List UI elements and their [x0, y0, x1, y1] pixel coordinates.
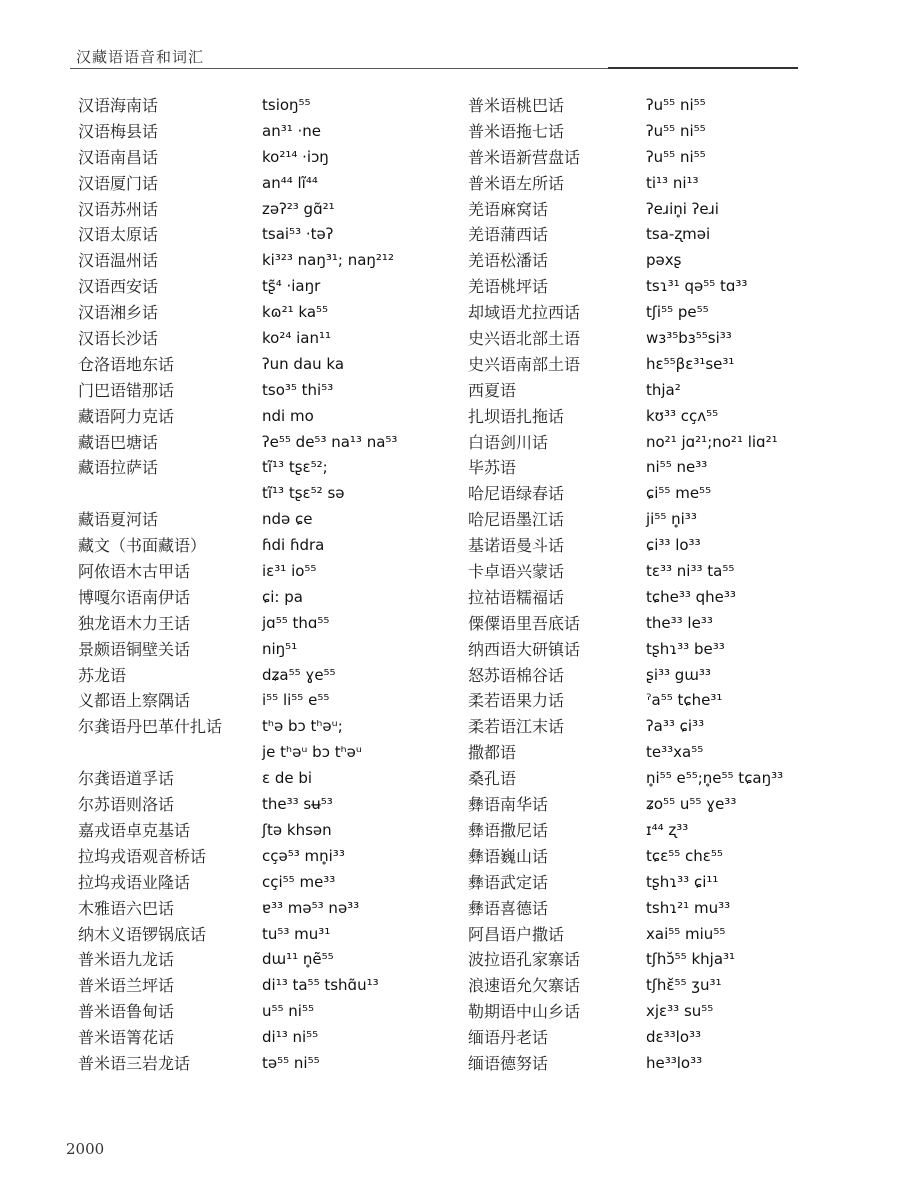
- entry-row: [78, 1025, 478, 1051]
- entry-row: [78, 507, 478, 533]
- language-name: 羌语桃坪话: [468, 277, 549, 297]
- phonetic-form: zəʔ²³ gɑ̃²¹: [262, 199, 335, 218]
- language-name: 阿昌语户撒话: [468, 924, 565, 944]
- language-name: 勒期语中山乡话: [468, 1002, 581, 1022]
- language-name: 柔若语果力话: [468, 691, 565, 711]
- phonetic-form: niŋ⁵¹: [262, 639, 298, 658]
- phonetic-form: tə⁵⁵ ni⁵⁵: [262, 1053, 320, 1072]
- phonetic-form: ʑo⁵⁵ u⁵⁵ ɣe³³: [646, 795, 737, 814]
- language-name: 柔若语江末话: [468, 717, 565, 737]
- phonetic-form: tsioŋ⁵⁵: [262, 96, 311, 114]
- entry-row: [468, 507, 868, 533]
- entry-row: [78, 922, 478, 948]
- phonetic-form: tɕhe³³ qhe³³: [646, 587, 736, 606]
- phonetic-form: ɕi⁵⁵ me⁵⁵: [646, 484, 712, 503]
- language-name: 景颇语铜壁关话: [78, 639, 191, 659]
- language-name: 毕苏语: [468, 458, 517, 478]
- language-name: 浪速语允欠寨话: [468, 976, 581, 996]
- language-name: 独龙语木力王话: [78, 613, 191, 633]
- phonetic-form: ɪ⁴⁴ ʐ³³: [646, 820, 689, 839]
- phonetic-form: ɐ³³ mə⁵³ nə³³: [262, 898, 360, 917]
- language-name: 彝语喜德话: [468, 898, 549, 918]
- entry-row: [468, 197, 868, 223]
- phonetic-form: tʂhɿ³³ be³³: [646, 639, 725, 658]
- language-name: 哈尼语墨江话: [468, 510, 565, 530]
- language-name: 藏文（书面藏语）: [78, 536, 207, 556]
- entry-row: [78, 973, 478, 999]
- page-number: 2000: [66, 1140, 105, 1158]
- phonetic-form: ni⁵⁵ ne³³: [646, 458, 708, 477]
- language-name: 汉语湘乡话: [78, 303, 159, 323]
- entry-row: [78, 481, 478, 507]
- phonetic-form: ko²⁴ ian¹¹: [262, 329, 332, 348]
- entry-row: [468, 430, 868, 456]
- entry-row: [78, 844, 478, 870]
- phonetic-form: kʊ³³ cçʌ⁵⁵: [646, 406, 719, 425]
- entry-row: [468, 740, 868, 766]
- phonetic-form: ˀa⁵⁵ tɕhe³¹: [646, 691, 723, 710]
- phonetic-form: tʃhɛ̆⁵⁵ ʒu³¹: [646, 976, 722, 995]
- language-name: 哈尼语绿春话: [468, 484, 565, 504]
- language-name: 藏语阿力克话: [78, 406, 175, 426]
- language-name: 却域语尤拉西话: [468, 303, 581, 323]
- entry-row: [468, 611, 868, 637]
- phonetic-form: the³³ le³³: [646, 613, 713, 632]
- language-name: 汉语长沙话: [78, 329, 159, 349]
- phonetic-form: no²¹ jɑ²¹;no²¹ liɑ²¹: [646, 432, 778, 451]
- language-name: 纳西语大研镇话: [468, 639, 581, 659]
- language-name: 彝语巍山话: [468, 846, 549, 866]
- entry-row: [468, 145, 868, 171]
- entry-row: [468, 766, 868, 792]
- phonetic-form: tɕɛ⁵⁵ chɛ⁵⁵: [646, 846, 723, 865]
- language-name: 桑孔语: [468, 769, 517, 789]
- entry-row: [468, 119, 868, 145]
- language-name: 波拉语孔家寨话: [468, 950, 581, 970]
- language-name: 汉语厦门话: [78, 173, 159, 193]
- phonetic-form: tsɿ³¹ qə⁵⁵ tɑ³³: [646, 277, 748, 296]
- phonetic-form: dɯ¹¹ n̥ẽ⁵⁵: [262, 950, 334, 969]
- phonetic-form: cçi⁵⁵ me³³: [262, 872, 336, 891]
- entry-row: [78, 119, 478, 145]
- phonetic-form: i⁵⁵ li⁵⁵ e⁵⁵: [262, 691, 330, 710]
- entry-row: [468, 404, 868, 430]
- entry-row: [468, 171, 868, 197]
- entry-row: [78, 455, 478, 481]
- language-name: 普米语兰坪话: [78, 976, 175, 996]
- language-name: 怒苏语棉谷话: [468, 665, 565, 685]
- entry-row: [468, 844, 868, 870]
- entry-row: [468, 300, 868, 326]
- language-name: 汉语南昌话: [78, 147, 159, 167]
- entry-row: [468, 870, 868, 896]
- language-name: 普米语拖七话: [468, 121, 565, 141]
- entry-row: [468, 274, 868, 300]
- entry-row: [78, 714, 478, 740]
- entry-row: [468, 248, 868, 274]
- phonetic-form: ʔu⁵⁵ ni⁵⁵: [646, 147, 706, 166]
- entry-row: [78, 248, 478, 274]
- entry-row: [468, 93, 868, 119]
- entry-row: [78, 1051, 478, 1077]
- entry-row: [78, 378, 478, 404]
- entry-row: [468, 792, 868, 818]
- entry-row: [468, 896, 868, 922]
- phonetic-form: ʃtə khsən: [262, 820, 332, 839]
- entry-row: [78, 326, 478, 352]
- phonetic-form: ko²¹⁴ ·iɔŋ: [262, 147, 329, 166]
- phonetic-form: ʔu⁵⁵ ni⁵⁵: [646, 121, 706, 140]
- phonetic-form: ɦdi ɦdra: [262, 536, 325, 555]
- phonetic-form: tso³⁵ thi⁵³: [262, 380, 334, 399]
- phonetic-form: he³³lo³³: [646, 1053, 703, 1072]
- entry-row: [468, 533, 868, 559]
- entry-row: [78, 533, 478, 559]
- language-name: 博嘎尔语南伊话: [78, 587, 191, 607]
- language-name: 扎坝语扎拖话: [468, 406, 565, 426]
- language-name: 史兴语南部土语: [468, 354, 581, 374]
- entry-row: [78, 688, 478, 714]
- running-header: 汉藏语语音和词汇: [76, 48, 205, 66]
- phonetic-form: tʂhɿ³³ ɕi¹¹: [646, 872, 719, 891]
- language-name: 缅语德努话: [468, 1053, 549, 1073]
- phonetic-form: tsa-ʐməi: [646, 225, 711, 244]
- phonetic-form: ʔe⁵⁵ de⁵³ na¹³ na⁵³: [262, 432, 398, 451]
- language-name: 尔龚语丹巴革什扎话: [78, 717, 223, 737]
- phonetic-form: dʑa⁵⁵ ɣe⁵⁵: [262, 665, 336, 684]
- phonetic-form: tĩ¹³ tʂɛ⁵² sə: [262, 484, 345, 503]
- entry-row: [78, 947, 478, 973]
- entry-row: [78, 740, 478, 766]
- phonetic-form: u⁵⁵ ni⁵⁵: [262, 1002, 315, 1021]
- phonetic-form: dɛ³³lo³³: [646, 1028, 702, 1047]
- phonetic-form: xjɛ³³ su⁵⁵: [646, 1002, 714, 1021]
- phonetic-form: n̥i⁵⁵ e⁵⁵;n̥e⁵⁵ tɕaŋ³³: [646, 769, 784, 788]
- phonetic-form: iɛ³¹ io⁵⁵: [262, 562, 317, 581]
- language-name: 门巴语错那话: [78, 380, 175, 400]
- entry-row: [468, 973, 868, 999]
- language-name: 汉语西安话: [78, 277, 159, 297]
- phonetic-form: tɛ³³ ni³³ ta⁵⁵: [646, 562, 735, 581]
- entry-row: [468, 559, 868, 585]
- entry-row: [468, 818, 868, 844]
- language-name: 史兴语北部土语: [468, 329, 581, 349]
- phonetic-form: tʂ̃⁴ ·iaŋr: [262, 277, 321, 296]
- entry-row: [78, 896, 478, 922]
- phonetic-form: pəxʂ: [646, 251, 682, 270]
- entry-row: [468, 922, 868, 948]
- entry-row: [78, 818, 478, 844]
- entry-row: [468, 455, 868, 481]
- language-name: 汉语太原话: [78, 225, 159, 245]
- language-name: 汉语梅县话: [78, 121, 159, 141]
- language-name: 阿侬语木古甲话: [78, 562, 191, 582]
- entry-row: [78, 611, 478, 637]
- language-name: 撒都语: [468, 743, 517, 763]
- phonetic-form: an³¹ ·ne: [262, 121, 321, 140]
- entry-row: [78, 792, 478, 818]
- language-name: 尔龚语道孚话: [78, 769, 175, 789]
- entry-row: [78, 404, 478, 430]
- phonetic-form: tʃi⁵⁵ pe⁵⁵: [646, 303, 709, 322]
- phonetic-form: ɕi: pa: [262, 587, 303, 606]
- entry-row: [78, 274, 478, 300]
- language-name: 纳木义语锣锅底话: [78, 924, 207, 944]
- language-name: 藏语夏河话: [78, 510, 159, 530]
- entry-row: [468, 1025, 868, 1051]
- language-name: 苏龙语: [78, 665, 127, 685]
- language-name: 羌语松潘话: [468, 251, 549, 271]
- phonetic-form: tʰə bɔ tʰəᵘ;: [262, 717, 343, 736]
- language-name: 白语剑川话: [468, 432, 549, 452]
- language-name: 羌语麻窝话: [468, 199, 549, 219]
- language-name: 彝语南华话: [468, 795, 549, 815]
- language-name: 普米语三岩龙话: [78, 1053, 191, 1073]
- entry-row: [78, 585, 478, 611]
- entry-row: [78, 145, 478, 171]
- language-name: 彝语武定话: [468, 872, 549, 892]
- entry-row: [468, 378, 868, 404]
- language-name: 卡卓语兴蒙话: [468, 562, 565, 582]
- language-name: 普米语桃巴话: [468, 96, 565, 115]
- phonetic-form: an⁴⁴ lĩ⁴⁴: [262, 173, 318, 192]
- entry-row: [78, 870, 478, 896]
- entry-row: [468, 947, 868, 973]
- entry-row: [78, 300, 478, 326]
- phonetic-form: ʔun dau ka: [262, 354, 345, 373]
- phonetic-form: ʔu⁵⁵ ni⁵⁵: [646, 96, 706, 114]
- phonetic-form: ɕi³³ lo³³: [646, 536, 701, 555]
- language-name: 缅语丹老话: [468, 1028, 549, 1048]
- phonetic-form: ji⁵⁵ n̥i³³: [646, 510, 697, 529]
- language-name: 拉坞戎语业隆话: [78, 872, 191, 892]
- phonetic-form: tʃhɔ̆⁵⁵ khja³¹: [646, 950, 736, 969]
- phonetic-form: te³³xa⁵⁵: [646, 743, 704, 762]
- entry-row: [468, 481, 868, 507]
- language-name: 汉语苏州话: [78, 199, 159, 219]
- entry-row: [78, 999, 478, 1025]
- header-rule: [70, 68, 798, 69]
- phonetic-form: di¹³ ni⁵⁵: [262, 1028, 319, 1047]
- language-name: 普米语九龙话: [78, 950, 175, 970]
- language-name: 藏语巴塘话: [78, 432, 159, 452]
- entry-row: [78, 663, 478, 689]
- phonetic-form: tsai⁵³ ·təʔ: [262, 225, 334, 244]
- entry-row: [78, 559, 478, 585]
- phonetic-form: ti¹³ ni¹³: [646, 173, 699, 192]
- language-name: 尔苏语则洛话: [78, 795, 175, 815]
- entry-row: [78, 171, 478, 197]
- phonetic-form: ɛ de bi: [262, 769, 313, 788]
- entry-row: [468, 352, 868, 378]
- entry-row: [78, 222, 478, 248]
- phonetic-form: di¹³ ta⁵⁵ tshɑ̃u¹³: [262, 976, 379, 995]
- language-name: 普米语箐花话: [78, 1028, 175, 1048]
- phonetic-form: ʔa³³ ɕi³³: [646, 717, 705, 736]
- phonetic-form: hɛ⁵⁵βɛ³¹se³¹: [646, 354, 735, 373]
- phonetic-form: the³³ sʉ⁵³: [262, 795, 333, 814]
- phonetic-form: tĩ¹³ tʂɛ⁵²;: [262, 458, 328, 477]
- entry-row: [78, 430, 478, 456]
- language-name: 傈僳语里吾底话: [468, 613, 581, 633]
- phonetic-form: ndə ɕe: [262, 510, 313, 529]
- language-name: 西夏语: [468, 380, 517, 400]
- phonetic-form: ʂi³³ gɯ³³: [646, 665, 711, 684]
- language-name: 汉语海南话: [78, 96, 159, 115]
- language-name: 藏语拉萨话: [78, 458, 159, 478]
- phonetic-form: tu⁵³ mu³¹: [262, 924, 331, 943]
- phonetic-form: tshɿ²¹ mu³³: [646, 898, 731, 917]
- phonetic-form: thja²: [646, 380, 681, 399]
- language-name: 木雅语六巴话: [78, 898, 175, 918]
- language-name: 嘉戎语卓克基话: [78, 820, 191, 840]
- phonetic-form: cçə⁵³ mn̥i³³: [262, 846, 345, 865]
- phonetic-form: je tʰəᵘ bɔ tʰəᵘ: [262, 743, 362, 762]
- phonetic-form: wɜ³⁵bɜ⁵⁵si³³: [646, 329, 732, 348]
- language-name: 拉坞戎语观音桥话: [78, 846, 207, 866]
- right-column: [468, 93, 868, 1077]
- entry-row: [78, 352, 478, 378]
- language-name: 羌语蒲西话: [468, 225, 549, 245]
- entry-row: [78, 197, 478, 223]
- phonetic-form: xai⁵⁵ miu⁵⁵: [646, 924, 726, 943]
- language-name: 普米语鲁甸话: [78, 1002, 175, 1022]
- entry-row: [468, 688, 868, 714]
- entry-row: [468, 663, 868, 689]
- entry-row: [78, 637, 478, 663]
- language-name: 汉语温州话: [78, 251, 159, 271]
- language-name: 普米语新营盘话: [468, 147, 581, 167]
- phonetic-form: ndi mo: [262, 406, 314, 425]
- phonetic-form: ʔeɹin̥i ʔeɹi: [646, 199, 719, 218]
- entry-row: [78, 766, 478, 792]
- entry-row: [468, 585, 868, 611]
- entry-row: [468, 222, 868, 248]
- entry-row: [468, 326, 868, 352]
- entry-row: [468, 999, 868, 1025]
- entry-row: [468, 714, 868, 740]
- language-name: 基诺语曼斗话: [468, 536, 565, 556]
- language-name: 彝语撒尼话: [468, 820, 549, 840]
- phonetic-form: ki³²³ naŋ³¹; naŋ²¹²: [262, 251, 394, 270]
- language-name: 普米语左所话: [468, 173, 565, 193]
- language-name: 拉祜语糯福话: [468, 587, 565, 607]
- left-column: [78, 93, 478, 1077]
- phonetic-form: jɑ⁵⁵ thɑ⁵⁵: [262, 613, 330, 632]
- language-name: 义都语上察隅话: [78, 691, 191, 711]
- language-name: 仓洛语地东话: [78, 354, 175, 374]
- entry-row: [78, 93, 478, 119]
- phonetic-form: kɷ²¹ ka⁵⁵: [262, 303, 329, 322]
- entry-row: [468, 1051, 868, 1077]
- entry-row: [468, 637, 868, 663]
